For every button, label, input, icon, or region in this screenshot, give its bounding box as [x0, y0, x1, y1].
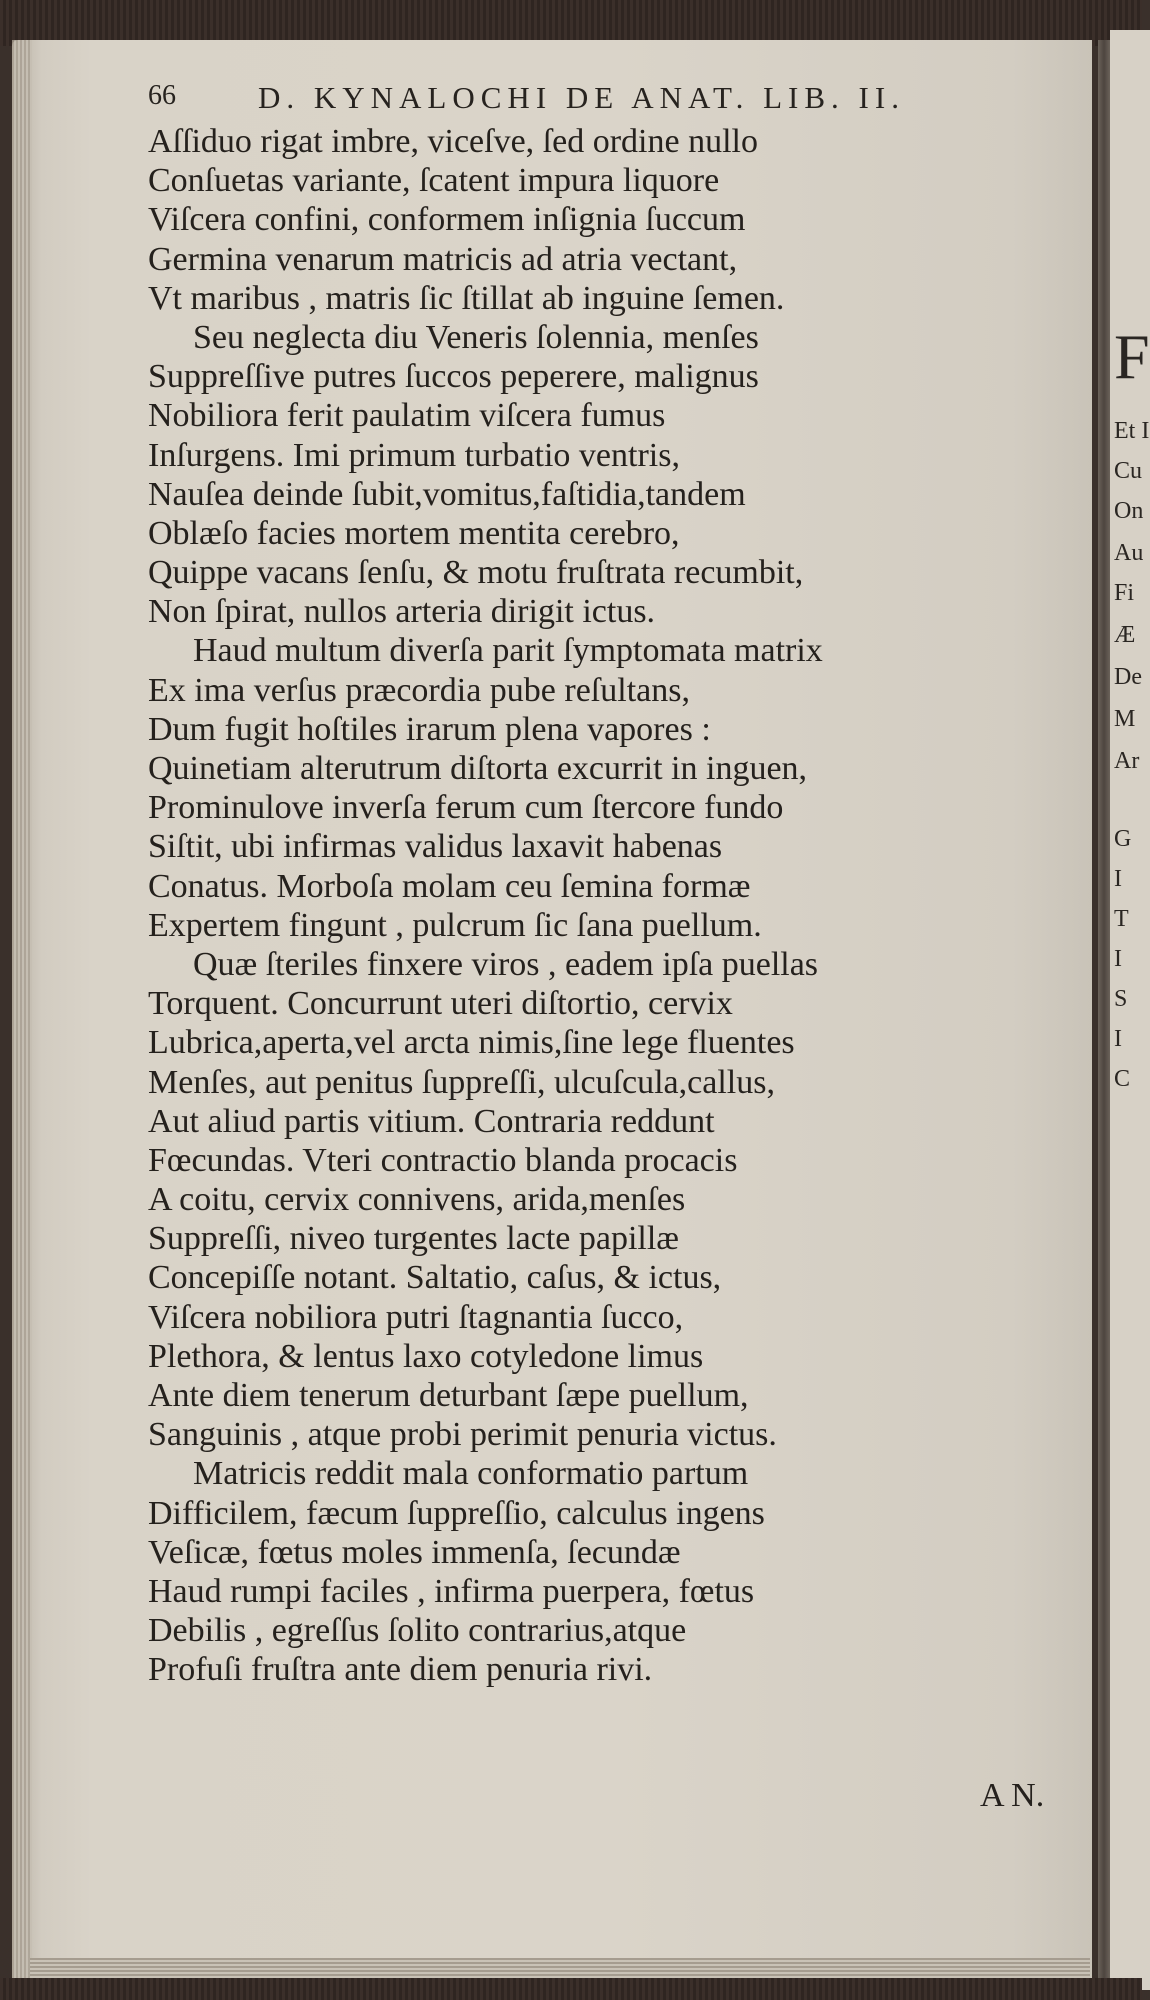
poem-text	[148, 122, 1048, 1690]
verse-line: Difficilem, fæcum ſuppreſſio, calculus ingens	[148, 1494, 765, 1532]
verse-line: Siſtit, ubi infirmas validus laxavit habenas	[148, 828, 723, 866]
facing-fragment: T	[1114, 906, 1129, 932]
facing-fragment: Au	[1114, 540, 1144, 566]
verse-line: Oblæſo facies mortem mentita cerebro,	[148, 514, 680, 552]
facing-initial: F	[1114, 321, 1150, 392]
book-gutter	[1098, 40, 1110, 2000]
verse-line: Suppreſſi, niveo turgentes lacte papillæ	[148, 1220, 679, 1258]
verse-line: Profuſi fruſtra ante diem penuria rivi.	[148, 1651, 653, 1689]
book-cover-bottom	[0, 1978, 1142, 2000]
facing-fragment: Ar	[1114, 748, 1140, 774]
verse-line: Suppreſſive putres ſuccos peperere, malignus	[148, 358, 759, 396]
verse-line: Concepiſſe notant. Saltatio, caſus, & ictus,	[148, 1259, 722, 1297]
verse-line: Viſcera confini, conformem inſignia ſuccum	[148, 201, 746, 239]
verse-line: Dum fugit hoſtiles irarum plena vapores :	[148, 710, 711, 748]
verse-line: Haud rumpi faciles , infirma puerpera, fœtus	[148, 1572, 755, 1610]
verse-line: Nobiliora ferit paulatim viſcera fumus	[148, 397, 666, 435]
verse-line: Menſes, aut penitus ſuppreſſi, ulcuſcula,callus,	[148, 1063, 775, 1101]
verse-line: Lubrica,aperta,vel arcta nimis,ſine lege fluentes	[148, 1024, 795, 1062]
facing-fragment: De	[1114, 664, 1142, 690]
verse-line: Torquent. Concurrunt uteri diſtortio, cervix	[148, 985, 733, 1023]
verse-line: Viſcera nobiliora putri ſtagnantia ſucco,	[148, 1298, 684, 1336]
facing-fragment: M	[1114, 706, 1136, 732]
verse-line: Prominulove inverſa ferum cum ſtercore fundo	[148, 789, 784, 827]
verse-line: Conatus. Morboſa molam ceu ſemina formæ	[148, 867, 751, 905]
verse-line: Haud multum diverſa parit ſymptomata matrix	[193, 632, 823, 670]
verse-line: Vt maribus , matris ſic ſtillat ab inguine ſemen.	[148, 279, 785, 317]
facing-fragment: S	[1114, 986, 1128, 1012]
verse-line: Expertem fingunt , pulcrum ſic ſana puellum.	[148, 906, 762, 944]
verse-line: Germina venarum matricis ad atria vectant,	[148, 240, 738, 278]
verse-line: Veſicæ, fœtus moles immenſa, ſecundæ	[148, 1533, 681, 1571]
facing-fragment: On	[1114, 498, 1144, 524]
verse-line: Quæ ſteriles finxere viros , eadem ipſa puellas	[193, 945, 819, 983]
running-title: D. KYNALOCHI DE ANAT. LIB. II.	[258, 80, 905, 115]
facing-fragment: Æ	[1114, 622, 1136, 648]
page-edges	[12, 40, 32, 1980]
verse-line: Sanguinis , atque probi perimit penuria victus.	[148, 1416, 777, 1454]
verse-line: Plethora, & lentus laxo cotyledone limus	[148, 1337, 704, 1375]
verse-line: Seu neglecta diu Veneris ſolennia, menſes	[193, 318, 759, 356]
verse-line: Quippe vacans ſenſu, & motu fruſtrata recumbit,	[148, 554, 804, 592]
facing-fragment: Cu	[1114, 458, 1143, 484]
verse-line: Conſuetas variante, ſcatent impura liquore	[148, 162, 720, 200]
facing-fragment: Et I	[1114, 418, 1150, 444]
facing-fragment: C	[1114, 1066, 1131, 1092]
verse-line: Debilis , egreſſus ſolito contrarius,atque	[148, 1612, 687, 1650]
verse-line: Ante diem tenerum deturbant ſæpe puellum,	[148, 1377, 749, 1414]
verse-line: Nauſea deinde ſubit,vomitus,faſtidia,tandem	[148, 475, 746, 513]
facing-fragment: I	[1114, 1026, 1122, 1052]
verse-line: Aut aliud partis vitium. Contraria reddunt	[148, 1102, 715, 1140]
facing-fragment: I	[1114, 866, 1122, 892]
verse-line: Inſurgens. Imi primum turbatio ventris,	[148, 436, 680, 474]
facing-fragment: G	[1114, 826, 1132, 852]
facing-fragment: I	[1114, 946, 1122, 972]
facing-fragment: Fi	[1114, 580, 1135, 606]
verse-line: Ex ima verſus præcordia pube reſultans,	[148, 671, 690, 709]
page-bottom-edges	[30, 1958, 1090, 1980]
verse-line: Matricis reddit mala conformatio partum	[193, 1455, 749, 1493]
verse-line: Quinetiam alterutrum diſtorta excurrit in inguen,	[148, 750, 808, 787]
catchword: A N.	[980, 1777, 1045, 1814]
page-number: 66	[148, 80, 176, 111]
verse-line: Fœcundas. Vteri contractio blanda procacis	[148, 1141, 738, 1179]
verse-line: Non ſpirat, nullos arteria dirigit ictus.	[148, 593, 656, 631]
verse-line: A coitu, cervix connivens, arida,menſes	[148, 1181, 686, 1219]
verse-line: Aſſiduo rigat imbre, viceſve, ſed ordine nullo	[148, 123, 758, 160]
